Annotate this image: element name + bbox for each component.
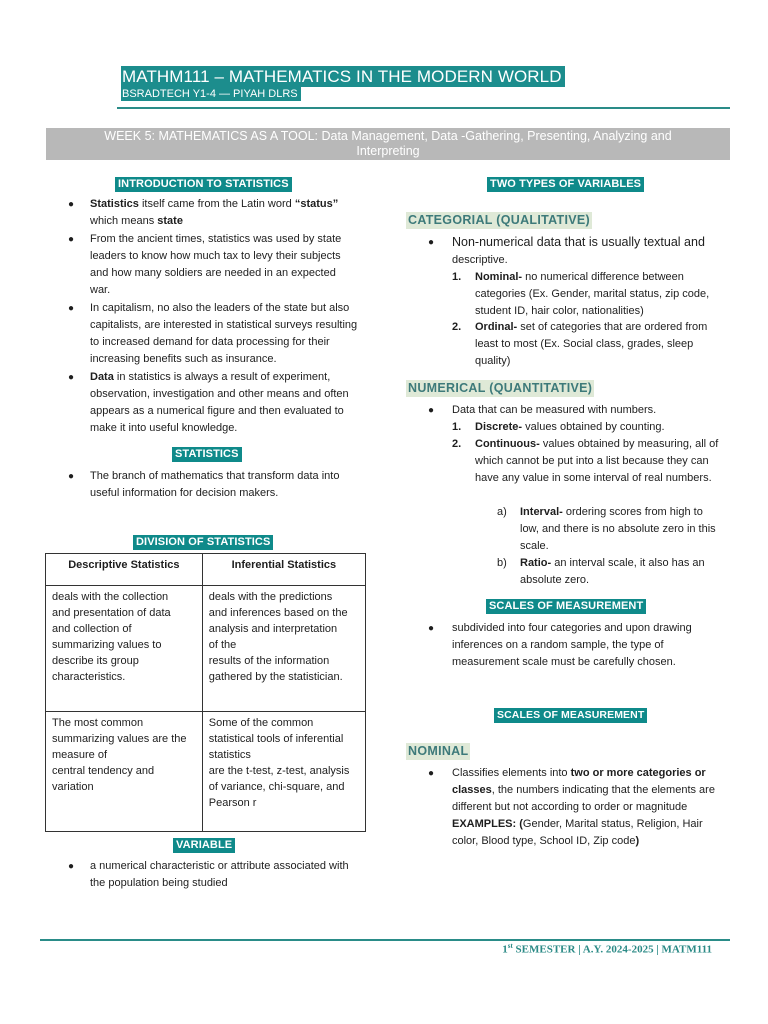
nominal-b1-bold: two or more categories or classes <box>452 767 706 796</box>
nominal-b1-text-b: , the numbers indicating that the elements are different but not according to order or magnitude <box>452 784 715 813</box>
two-types-heading: TWO TYPES OF VARIABLES <box>487 177 644 192</box>
week-banner <box>46 128 730 160</box>
ratio-text: an interval scale, it also has an absolute zero. <box>520 557 705 586</box>
week-banner-line2: Interpreting <box>356 144 420 158</box>
table-cell: deals with the predictions and inferences based on the analysis and interpretation of the results of the information gathered by the statistician. <box>202 586 365 712</box>
footer-text <box>502 942 712 956</box>
scales-b1-text: subdivided into four categories and upon drawing inferences on a random sample, the type of measurement scale must be carefully chosen. <box>452 622 692 668</box>
categorial-heading: CATEGORIAL (QUALITATIVE) <box>408 213 590 227</box>
statistics-heading: STATISTICS <box>172 447 242 462</box>
numerical-n1 <box>475 419 725 436</box>
footer-sup: st <box>507 942 513 950</box>
examples-close: ) <box>635 835 640 847</box>
footer-divider <box>40 939 730 941</box>
numerical-heading: NUMERICAL (QUANTITATIVE) <box>408 381 593 395</box>
numerical-n2 <box>475 436 725 487</box>
numerical-n1-text: values obtained by counting. <box>522 421 665 433</box>
intro-b1-text: itself came from the Latin word <box>138 198 295 210</box>
table-cell: The most common summarizing values are the measure of central tendency and variation <box>46 712 203 832</box>
examples-text: Gender, Marital status, Religion, Hair color, Blood type, School ID, Zip code <box>452 818 703 847</box>
bullet-icon: ● <box>428 623 435 634</box>
examples-label: EXAMPLES: ( <box>452 818 523 830</box>
bullet-icon: ● <box>68 303 75 314</box>
variable-b1-text: a numerical characteristic or attribute associated with the population being studied <box>90 860 349 889</box>
categorial-b1-line2: descriptive. <box>452 254 508 266</box>
intro-b2-text: From the ancient times, statistics was used by state leaders to know how much tax to levy their subjects and how many soldiers are needed in an expected war. <box>90 233 342 296</box>
table-header-descriptive: Descriptive Statistics <box>46 554 203 586</box>
interval-letter: a) <box>497 506 507 518</box>
numerical-n1-number: 1. <box>452 421 462 433</box>
statistics-b1-text: The branch of mathematics that transform data into useful information for decision makers. <box>90 470 340 499</box>
bullet-icon: ● <box>428 237 435 248</box>
numerical-n2-number: 2. <box>452 438 462 450</box>
numerical-n2-text: values obtained by measuring, all of which cannot be put into a list because they can have any value in some interval of real numbers. <box>475 438 719 484</box>
intro-b4-text: in statistics is always a result of experiment, observation, investigation and other means and often appears as a numerical figure and then evaluated to make it into useful knowledge. <box>90 371 349 434</box>
intro-b1-quote: “status” <box>294 198 339 210</box>
interval-text: ordering scores from high to low, and there is no absolute zero in this scale. <box>520 506 716 552</box>
categorial-n2-number: 2. <box>452 321 462 333</box>
intro-heading: INTRODUCTION TO STATISTICS <box>115 177 292 192</box>
categorial-b1-line1: Non-numerical data that is usually textual and <box>452 235 705 249</box>
interval-label: Interval- <box>520 506 563 518</box>
bullet-icon: ● <box>68 234 75 245</box>
page-title: MATHM111 – MATHEMATICS IN THE MODERN WORLD <box>121 66 565 87</box>
table-header-inferential: Inferential Statistics <box>202 554 365 586</box>
nominal-b1-text-a: Classifies elements into <box>452 767 571 779</box>
categorial-n2-text: set of categories that are ordered from least to most (Ex. Social class, grades, sleep quality) <box>475 321 708 367</box>
bullet-icon: ● <box>68 199 75 210</box>
table-cell: Some of the common statistical tools of inferential statistics are the t-test, z-test, analysis of variance, chi-square, and Pearson r <box>202 712 365 832</box>
bullet-icon: ● <box>68 861 75 872</box>
nominal-heading: NOMINAL <box>408 744 469 758</box>
ordinal-label: Ordinal- <box>475 321 518 333</box>
variable-heading: VARIABLE <box>173 838 235 853</box>
nominal-label: Nominal- <box>475 271 523 283</box>
discrete-label: Discrete- <box>475 421 523 433</box>
bullet-icon: ● <box>428 405 435 416</box>
intro-b1-state: state <box>157 215 183 227</box>
categorial-n1 <box>475 269 725 320</box>
numerical-interval <box>520 504 720 555</box>
numerical-b1-text: Data that can be measured with numbers. <box>452 404 657 416</box>
bullet-icon: ● <box>68 471 75 482</box>
footer-rest: SEMESTER | A.Y. 2024-2025 | MATM111 <box>512 943 712 956</box>
scales-heading-1: SCALES OF MEASUREMENT <box>486 599 646 614</box>
numerical-ratio <box>520 555 720 589</box>
intro-b4-bold: Data <box>90 371 114 383</box>
categorial-n1-number: 1. <box>452 271 462 283</box>
bullet-icon: ● <box>68 372 75 383</box>
header-divider <box>117 107 730 109</box>
week-banner-line1: WEEK 5: MATHEMATICS AS A TOOL: Data Management, Data -Gathering, Presenting, Analyzing and <box>104 129 672 143</box>
table-cell: deals with the collection and presentation of data and collection of summarizing values to describe its group characteristics. <box>46 586 203 712</box>
ratio-letter: b) <box>497 557 507 569</box>
categorial-n2 <box>475 319 725 370</box>
categorial-n1-text: no numerical difference between categories (Ex. Gender, marital status, zip code, student ID, hair color, nationalities) <box>475 271 710 317</box>
continuous-label: Continuous- <box>475 438 540 450</box>
scales-heading-2: SCALES OF MEASUREMENT <box>494 708 647 723</box>
intro-b1-bold: Statistics <box>90 198 139 210</box>
intro-b3-text: In capitalism, no also the leaders of the state but also capitalists, are interested in statistical surveys resulting to increased demand for data processing for their increasing benefits such as insurance. <box>90 302 358 365</box>
intro-b1-line2: which means <box>90 215 158 227</box>
ratio-label: Ratio- <box>520 557 552 569</box>
footer-num: 1 <box>502 943 508 956</box>
page-subtitle: BSRADTECH Y1-4 — PIYAH DLRS <box>121 87 301 101</box>
bullet-icon: ● <box>428 768 435 779</box>
division-heading: DIVISION OF STATISTICS <box>133 535 273 550</box>
division-table <box>45 553 366 832</box>
